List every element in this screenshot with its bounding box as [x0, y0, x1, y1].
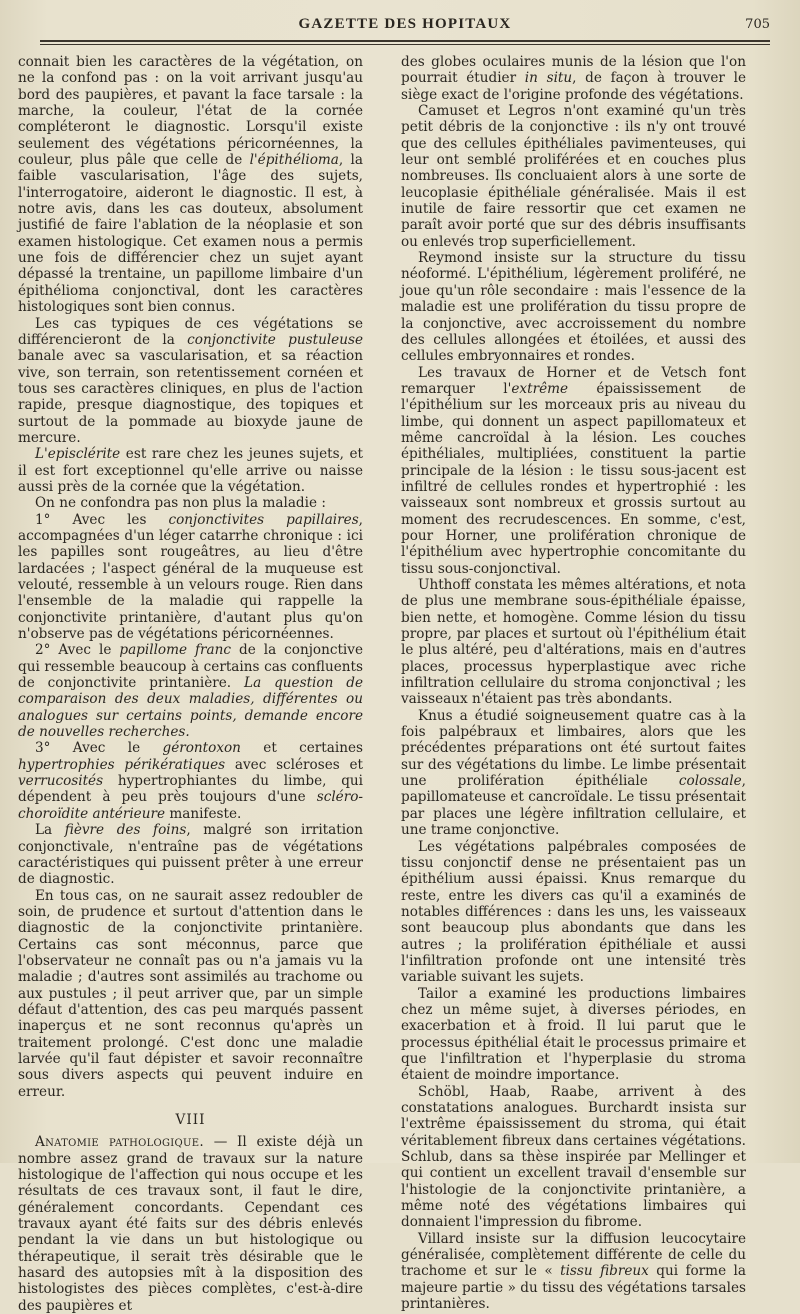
paragraph — [18, 822, 363, 887]
italic-text: tissu fibreux — [560, 1263, 649, 1280]
paragraph — [401, 250, 746, 364]
paragraph — [18, 495, 363, 511]
paragraph — [401, 1231, 746, 1313]
paragraph-text: Uhthoff constata les mêmes altérations, et nota de plus une membrane sous-épithéliale épaisse, bien nette, et homogène. Comme lésion du tissu propre, par places et surtout où l'épithélium était le plus altéré, peu d'altérations, mais en d'autres places, processus hyperplastique avec riche infiltration cellulaire du stroma conjonctival ; les vaisseaux n'étaient pas très abondants. — [401, 577, 746, 708]
paragraph-text: Les végétations palpébrales composées de tissu conjonctif dense ne présentaient pas un épithélium aussi épaissi. Knus remarque du reste, entre les divers cas qu'il a examinés de notables différences : dans les uns, les vaisseaux sont beaucoup plus abondants que dans les autres ; la prolifération épithéliale et aussi l'infiltration profonde ont une intensité très variable suivant les sujets. — [401, 838, 746, 986]
paragraph — [401, 708, 746, 839]
paragraph-text: On ne confondra pas non plus la maladie : — [35, 495, 326, 512]
italic-text: papillome franc — [119, 642, 232, 659]
paragraph-text: La — [35, 822, 65, 839]
paragraph-text: , papillomateuse et cancroïdale. Le tissu présentait par places une légère infiltration cellulaire, et une trame conjonctive. — [401, 773, 746, 839]
paragraph-text: avec scléroses et — [225, 756, 363, 773]
paragraph — [401, 365, 746, 577]
paragraph — [401, 986, 746, 1084]
italic-text: gérontoxon — [162, 740, 241, 757]
italic-text: scléro-choroïdite antérieure — [18, 789, 363, 822]
paragraph-text: 3° Avec le — [35, 740, 163, 757]
paragraph-text: manifeste. — [165, 805, 242, 822]
paragraph-text: qui forme la majeure partie » du tissu des végétations tarsales printanières. — [401, 1263, 746, 1313]
italic-text: l'épithélioma — [249, 152, 339, 169]
paragraph — [18, 1134, 363, 1314]
paragraph-text: des globes oculaires munis de la lésion que l'on pourrait étudier — [401, 54, 746, 87]
paragraph — [18, 888, 363, 1100]
paragraph-text: est rare chez les jeunes sujets, et il est fort exceptionnel qu'elle arrive ou naisse aussi près de la cornée que la végétation. — [18, 446, 363, 495]
paragraph-text: , malgré son irritation conjonctivale, n'entraîne pas de végétations caractéristiques qui puissent prêter à une erreur de diagnostic. — [18, 822, 363, 888]
paragraph — [18, 316, 363, 447]
italic-text: extrême — [511, 380, 569, 397]
page-number: 705 — [745, 17, 770, 32]
paragraph — [401, 577, 746, 708]
paragraph-text: Schöbl, Haab, Raabe, arrivent à des constatations analogues. Burchardt insista sur l'extrême épaississement du stroma, qui était véritablement fibreux dans certaines végétations. Schlub, dans sa thèse inspirée par Mellinger et qui contient un excellent travail d'ensemble sur l'histologie de la conjonctivite printanière, a même noté des végétations limbaires qui donnaient l'impression du fibrome. — [401, 1083, 746, 1231]
paragraph-text: épaississement de l'épithélium sur les morceaux pris au niveau du limbe, qui donnent un aspect papillomateux et même cancroïdal à la lésion. Les couches épithéliales, multipliées, constituent la partie principale de la lésion : le tissu sous-jacent est infiltré de cellules rondes et hypertrophié : les vaisseaux sont nombreux et grossis surtout au moment des recrudescences. En somme, c'est, pour Horner, une prolifération chronique de l'épithélium avec hypertrophie concomitante du tissu sous-conjonctival. — [401, 380, 746, 577]
paragraph-text: de la conjonctive qui ressemble beaucoup à certains cas confluents de conjonctivite printanière. — [18, 642, 364, 692]
left-column — [18, 54, 363, 1314]
paragraph — [18, 740, 363, 822]
paragraph — [401, 103, 746, 250]
italic-text: in situ — [524, 70, 573, 87]
paragraph-text: Knus a étudié soigneusement quatre cas à la fois palpébraux et limbaires, alors que les précédentes préparations ont été surtout faites sur des végétations du limbe. Le limbe présentait une prolifération épithéliale — [401, 707, 746, 790]
paragraph — [18, 54, 363, 316]
paragraph-text: 1° Avec les — [35, 511, 169, 528]
italic-text: conjonctivite pustuleuse — [187, 331, 363, 348]
paragraph — [401, 839, 746, 986]
section-number — [18, 1112, 363, 1128]
paragraph-text: 2° Avec le — [35, 642, 120, 659]
paragraph-text: — Il existe déjà un nombre assez grand de travaux sur la nature histologique de l'affection qui nous occupe et les résultats de ces travaux sont, il faut le dire, généralement concordants. Cependant ces travaux ayant été faits sur des débris enlevés pendant la vie dans un but histologique ou thérapeutique, il serait très désirable que le hasard des autopsies mît à la disposition des histologistes des pièces complètes, c'est-à-dire des paupières et — [18, 1134, 363, 1314]
right-column — [401, 54, 746, 1312]
header-rule-thin — [40, 44, 770, 45]
paragraph-text: Les cas typiques de ces végétations se différencieront de la — [18, 315, 363, 348]
page-header — [40, 16, 770, 40]
paragraph-text: , de façon à trouver le siège exact de l'origine profonde des végétations. — [401, 70, 746, 103]
paragraph — [401, 1084, 746, 1231]
paragraph — [18, 446, 363, 495]
paragraph-text: et certaines — [240, 740, 363, 757]
italic-text: La question de comparaison des deux maladies, différentes ou analogues sur certains points, demande encore de nouvelles recherches. — [18, 675, 363, 741]
journal-title: GAZETTE DES HOPITAUX — [298, 16, 512, 32]
italic-text: fièvre des foins — [64, 822, 187, 839]
paragraph-text: Reymond insiste sur la structure du tissu néoformé. L'épithélium, légèrement proliféré, ne joue qu'un rôle secondaire : mais l'essence de la maladie est une prolifération du tissu propre de la conjonctive, avec accroissement du nombre des cellules allongées et étoilées, et aussi des cellules embryonnaires et rondes. — [401, 250, 746, 365]
italic-text: hypertrophies périkératiques — [18, 756, 226, 773]
paragraph-text: , accompagnées d'un léger catarrhe chronique : ici les papilles sont rougeâtres, au lieu d'être lardacées ; l'aspect général de la muqueuse est velouté, ressemble à un velours rouge. Rien dans l'ensemble de la maladie qui rappelle la conjonctivite printanière, d'autant plus qu'on n'observe pas de végétations péricornéennes. — [18, 511, 363, 643]
paragraph-text: banale avec sa vascularisation, et sa réaction vive, son terrain, son retentissement cornéen et tous ses caractères cliniques, en plus de l'action rapide, presque diagnostique, des topiques et surtout de la pommade au bioxyde jaune de mercure. — [18, 348, 363, 446]
paragraph-text: , la faible vascularisation, l'âge des sujets, l'interrogatoire, aideront le diagnostic. Il est, à notre avis, dans les cas douteux, absolument justifié de faire l'ablation de la néoplasie et son examen histologique. Cet examen nous a permis une fois de différencier chez un sujet ayant dépassé la trentaine, un papillome limbaire d'un épithélioma conjonctival, dont les caractères histologiques sont bien connus. — [18, 152, 363, 316]
paragraph-text: hypertrophiantes du limbe, qui dépendent à peu près toujours d'une — [18, 773, 363, 806]
paragraph-text: connait bien les caractères de la végétation, on ne la confond pas : on la voit arrivant jusqu'au bord des paupières, et pavant la face tarsale : la marche, la couleur, l'état de la cornée compléteront le diagnostic. Lorsqu'il existe seulement des végétations péricornéennes, la couleur, plus pâle que celle de — [18, 54, 363, 169]
paragraph-text: Camuset et Legros n'ont examiné qu'un très petit débris de la conjonctive : ils n'y ont trouvé que des cellules épithéliales pavimenteuses, qui leur ont semblé proliférées et en couches plus nombreuses. Ils concluaient alors à une sorte de leucoplasie épithéliale généralisée. Mais il est inutile de faire ressortir que cet examen ne paraît avoir porté que sur des débris insuffisants ou enlevés trop superficiellement. — [401, 103, 746, 250]
header-rule-thick — [40, 40, 770, 42]
italic-text: colossale — [678, 773, 742, 790]
paragraph — [18, 512, 363, 643]
italic-text: conjonctivites papillaires — [168, 511, 359, 528]
paragraph-text: Les travaux de Horner et de Vetsch font remarquer l' — [401, 364, 746, 397]
italic-text: verrucosités — [18, 773, 104, 790]
section-heading: Anatomie pathologique. — [35, 1134, 205, 1151]
paragraph-text: VIII — [175, 1112, 206, 1128]
paragraph — [18, 642, 363, 740]
paragraph-text: Villard insiste sur la diffusion leucocytaire généralisée, complètement différente de celle du trachome et sur le « — [401, 1230, 746, 1280]
paragraph-text: En tous cas, on ne saurait assez redoubler de soin, de prudence et surtout d'attention dans le diagnostic de la conjonctivite printanière. Certains cas sont méconnus, parce que l'observateur ne connaît pas ou n'a jamais vu la maladie ; d'autres sont assimilés au trachome ou aux pustules ; il peut arriver que, par un simple défaut d'attention, des cas peu marqués passent inaperçus et ne sont reconnus qu'après un traitement prolongé. C'est donc une maladie larvée qu'il faut dépister et savoir reconnaître sous divers aspects qui peuvent induire en erreur. — [18, 887, 363, 1100]
italic-text: L'episclérite — [35, 446, 121, 463]
paragraph-text: Tailor a examiné les productions limbaires chez un même sujet, à diverses périodes, en exacerbation et à froid. Il lui parut que le processus épithélial était le processus primaire et que l'infiltration et l'hyperplasie du stroma étaient de moindre importance. — [401, 985, 746, 1084]
paragraph — [401, 54, 746, 103]
